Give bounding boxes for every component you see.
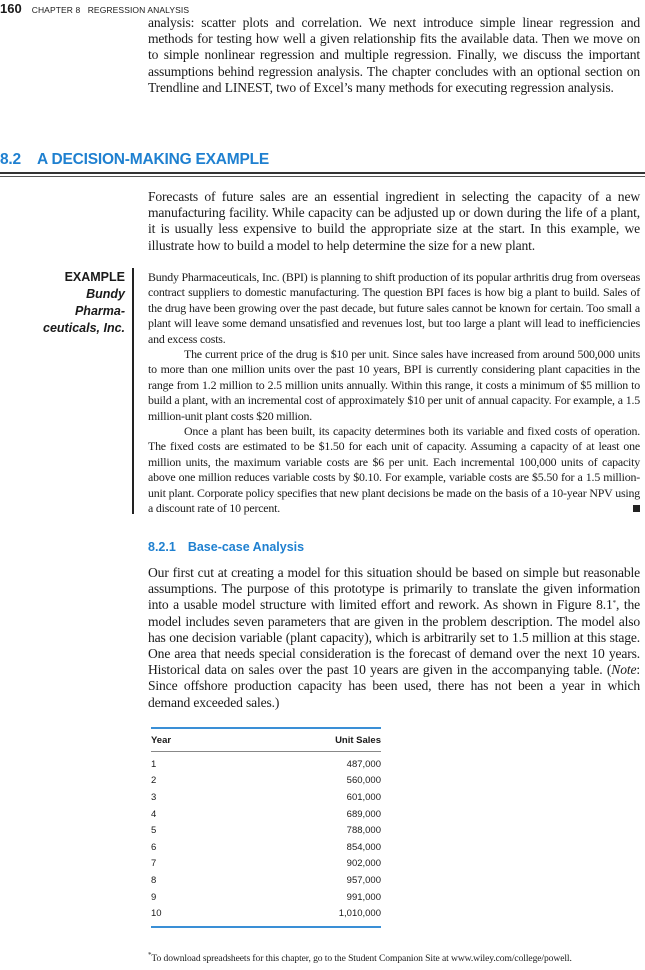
- section-number: 8.2: [0, 151, 21, 168]
- subsection-title: Base-case Analysis: [187, 540, 305, 554]
- intro-paragraph: [148, 15, 640, 96]
- table-row: [151, 789, 381, 806]
- subsection-text: Our first cut at creating a model for this situation should be based on simple but reasonable assumptions. The purpose of this prototype is primarily to translate the given information into a usable model structure with limited effort and rework. As shown in Figure 8.1: [148, 565, 640, 613]
- sales-table: [151, 727, 381, 928]
- unit-sales-cell: 601,000: [346, 791, 381, 803]
- subsection-paragraph: [148, 565, 640, 711]
- column-header-unit-sales: Unit Sales: [221, 728, 381, 752]
- year-cell: 5: [151, 825, 157, 837]
- subsection-text: , the model includes seven parameters that are given in the problem description. The model also has one decision variable (plant capacity), which is arbitrarily set to 1.5 million at this stage. One area that needs special consideration is the forecast of demand over the next 10 years. Historical data on sales over the past 10 years are given in the accompanying table. (: [148, 597, 641, 678]
- year-cell: 2: [151, 775, 157, 787]
- footnote-mark: *: [148, 951, 152, 959]
- column-header-year: Year: [151, 728, 221, 752]
- unit-sales-cell: 991,000: [346, 891, 381, 903]
- year-cell: 3: [151, 791, 157, 803]
- example-paragraph: The current price of the drug is $10 per unit. Since sales have increased from around 500,000 units to more than one million units over the past 10 years, BPI is currently considering plant capacities in the range from 1.2 million to 2.5 million units annually. Within this range, it costs a minimum of $5 million to build a plant, with an incremental cost of approximately $10 per unit of annual capacity. For example, a 1.5 million-unit plant costs $20 million.: [148, 347, 640, 423]
- year-cell: 10: [151, 908, 162, 920]
- table-row: [151, 905, 381, 927]
- section-rule: [0, 172, 645, 174]
- example-body: [148, 270, 640, 517]
- year-cell: 6: [151, 841, 157, 853]
- example-paragraph: Bundy Pharmaceuticals, Inc. (BPI) is planning to shift production of its popular arthritis drug from overseas contract suppliers to domestic manufacturing. The question BPI faces is how big a plant to build. Sales of the drug have been growing over the past decade, but future sales cannot be known for certain. Too small a plant will leave some demand unsatisfied and revenues lost, but too large a plant will lead to inefficiencies and excess costs.: [148, 270, 640, 346]
- subsection-heading: [148, 540, 304, 554]
- section-rule-thin: [0, 176, 645, 177]
- unit-sales-cell: 1,010,000: [338, 908, 381, 920]
- example-title-line: Bundy: [86, 287, 125, 301]
- table-row: [151, 773, 381, 790]
- unit-sales-cell: 902,000: [346, 858, 381, 870]
- section-heading: [0, 151, 269, 169]
- note-label: Note: [611, 662, 637, 678]
- unit-sales-cell: 788,000: [346, 825, 381, 837]
- table-row: [151, 889, 381, 906]
- footnote-ref: *: [612, 599, 616, 608]
- section-title: A DECISION-MAKING EXAMPLE: [36, 151, 270, 168]
- example-label: [43, 269, 125, 337]
- unit-sales-cell: 487,000: [346, 758, 381, 770]
- example-paragraph: Once a plant has been built, its capacity determines both its variable and fixed costs of operation. The fixed costs are estimated to be $1.50 for each unit of capacity. Assuming a capacity of at least one million units, the maximum variable costs are $6 per unit. Each incremental 100,000 units of capacity above one million reduces variable costs by $0.10. For example, variable costs are $5.50 for a 1.5 million-unit plant. Corporate policy specifies that new plant decisions be made on the basis of a 10-year NPV using a discount rate of 10 percent.: [148, 424, 640, 516]
- subsection-number: 8.2.1: [148, 540, 176, 554]
- year-cell: 9: [151, 891, 157, 903]
- unit-sales-cell: 854,000: [346, 841, 381, 853]
- unit-sales-cell: 957,000: [346, 874, 381, 886]
- running-head: CHAPTER 8 REGRESSION ANALYSIS: [31, 5, 190, 15]
- page-number: 160: [0, 1, 22, 16]
- section-text: Forecasts of future sales are an essential ingredient in selecting the capacity of a new manufacturing facility. While capacity can be adjusted up or down during the life of a plant, it is usually less expensive to build the appropriate size at the start. In this example, we illustrate how to build a model to help determine the size for a new plant.: [148, 189, 640, 253]
- example-sidebar-rule: [132, 268, 134, 514]
- table-row: [151, 839, 381, 856]
- section-paragraph: [148, 189, 640, 254]
- footnote-text: To download spreadsheets for this chapter, go to the Student Companion Site at www.wiley.com/college/powell.: [151, 953, 572, 964]
- table-row: [151, 752, 381, 773]
- year-cell: 7: [151, 858, 157, 870]
- year-cell: 8: [151, 874, 157, 886]
- year-cell: 4: [151, 808, 157, 820]
- year-cell: 1: [151, 758, 157, 770]
- table-row: [151, 806, 381, 823]
- example-title-line: Pharma-: [74, 304, 125, 318]
- intro-text: analysis: scatter plots and correlation. We next introduce simple linear regression and methods for testing how well a given relationship fits the available data. Then we move on to simple nonlinear regression and multiple regression. Finally, we discuss the important assumptions behind regression analysis. The chapter concludes with an optional section on Trendline and LINEST, two of Excel’s many methods for executing regression analysis.: [148, 15, 640, 95]
- table-row: [151, 872, 381, 889]
- footnote: [148, 953, 640, 964]
- subsection-text: : Since offshore production capacity has been used, there has not been a year in which demand exceeded sales.): [148, 662, 640, 710]
- example-tag: EXAMPLE: [64, 270, 125, 284]
- unit-sales-cell: 560,000: [346, 775, 381, 787]
- table-row: [151, 856, 381, 873]
- table-row: [151, 822, 381, 839]
- unit-sales-cell: 689,000: [346, 808, 381, 820]
- end-of-example-icon: [633, 505, 640, 512]
- example-title-line: ceuticals, Inc.: [43, 321, 125, 335]
